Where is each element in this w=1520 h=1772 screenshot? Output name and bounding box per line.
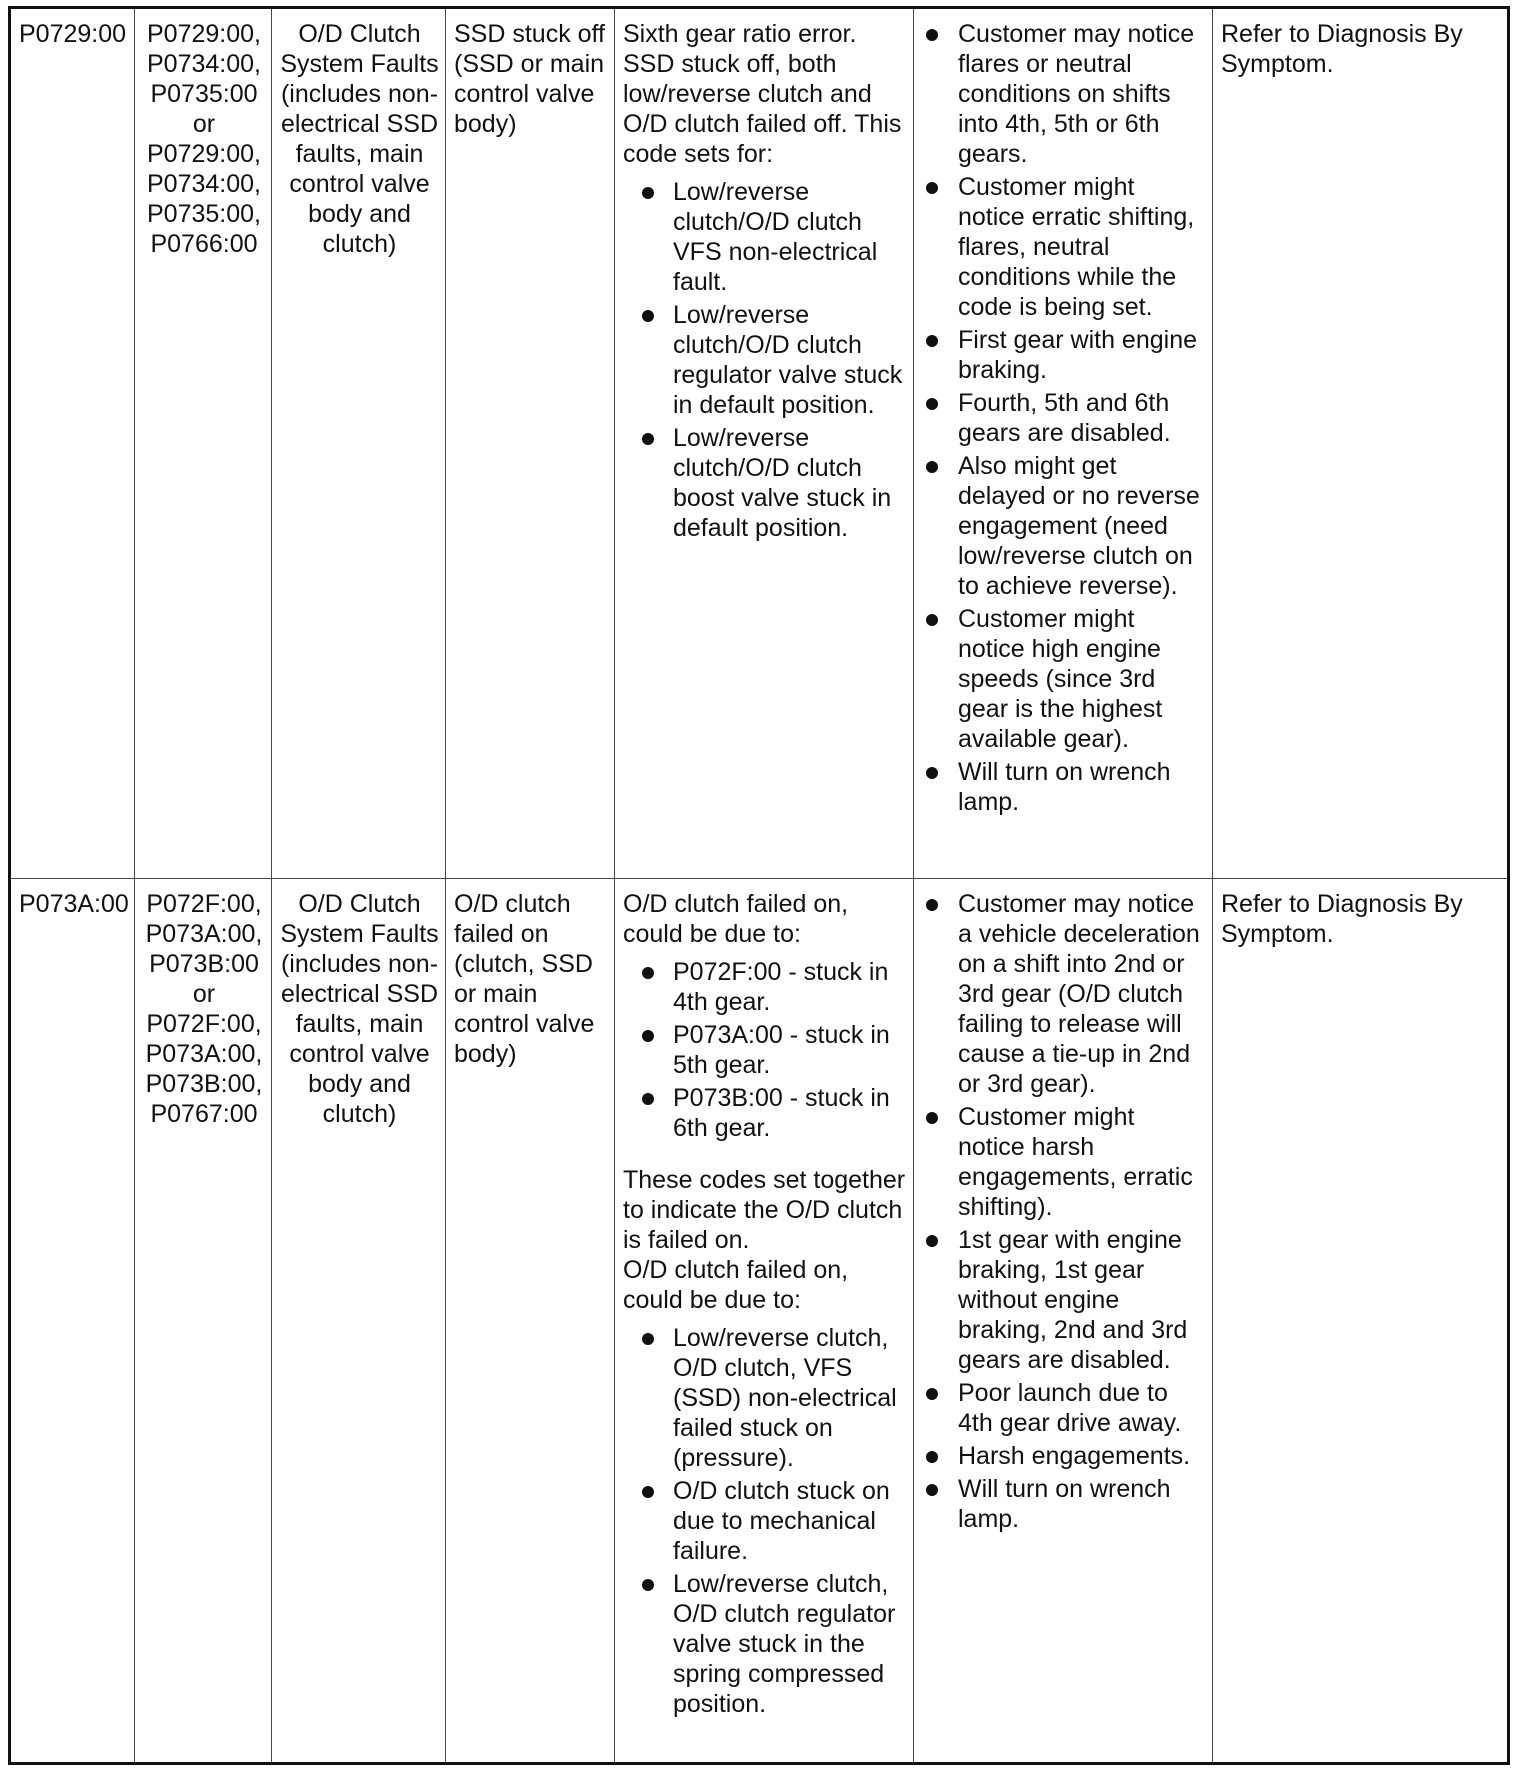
list-item: 1st gear with engine braking, 1st gear without engine braking, 2nd and 3rd gears are disabled. xyxy=(922,1225,1206,1375)
related-code: P072F:00, xyxy=(146,1010,262,1039)
description-list xyxy=(623,177,907,543)
table-row xyxy=(10,8,1509,879)
list-item: Customer might notice harsh engagements, erratic shifting). xyxy=(922,1102,1206,1222)
list-item: Low/reverse clutch, O/D clutch, VFS (SSD) non-electrical failed stuck on (pressure). xyxy=(623,1323,907,1473)
related-code: P0766:00 xyxy=(150,230,258,258)
system-text: O/D Clutch System Faults (includes non-electrical SSD faults, main control valve body and clutch) xyxy=(280,20,439,258)
action-cell xyxy=(1213,8,1509,879)
list-item: P073A:00 - stuck in 5th gear. xyxy=(623,1020,907,1080)
list-item: First gear with engine braking. xyxy=(922,325,1206,385)
description-list xyxy=(623,957,907,1143)
list-item: P072F:00 - stuck in 4th gear. xyxy=(623,957,907,1017)
symptoms-list xyxy=(922,889,1206,1534)
related-code: P073A:00, xyxy=(145,920,263,949)
list-item: Customer might notice erratic shifting, flares, neutral conditions while the code is being set. xyxy=(922,172,1206,322)
related-code: P073B:00 xyxy=(149,950,259,979)
related-code: P0734:00, xyxy=(147,50,261,78)
dtc-code: P0729:00 xyxy=(19,20,127,48)
list-item: Harsh engagements. xyxy=(922,1441,1206,1471)
list-item: Will turn on wrench lamp. xyxy=(922,1474,1206,1534)
related-code: P0735:00 xyxy=(150,80,258,108)
list-item: Also might get delayed or no reverse engagement (need low/reverse clutch on to achieve reverse). xyxy=(922,451,1206,601)
fault-cell xyxy=(446,879,615,1764)
list-item: Will turn on wrench lamp. xyxy=(922,757,1206,817)
list-item: P073B:00 - stuck in 6th gear. xyxy=(623,1083,907,1143)
description-intro: O/D clutch failed on, could be due to: xyxy=(623,890,849,949)
list-item: Poor launch due to 4th gear drive away. xyxy=(922,1378,1206,1438)
fault-text: SSD stuck off (SSD or main control valve body) xyxy=(454,20,605,138)
table-row xyxy=(10,879,1509,1764)
description-list xyxy=(623,1323,907,1719)
dtc-code: P073A:00 xyxy=(19,890,129,919)
related-code: P073A:00, xyxy=(145,1040,263,1069)
list-item: Low/reverse clutch/O/D clutch boost valve stuck in default position. xyxy=(623,423,907,543)
related-codes-cell xyxy=(135,8,272,879)
related-code: or xyxy=(192,110,216,138)
description-note: O/D clutch failed on, could be due to: xyxy=(623,1256,849,1315)
symptoms-cell xyxy=(914,879,1213,1764)
fault-cell xyxy=(446,8,615,879)
related-code: P0729:00, xyxy=(147,20,261,48)
list-item: Customer may notice flares or neutral conditions on shifts into 4th, 5th or 6th gears. xyxy=(922,19,1206,169)
description-cell xyxy=(615,8,914,879)
dtc-code-cell xyxy=(10,879,135,1764)
related-code: P0735:00, xyxy=(147,200,261,228)
related-code: P073B:00, xyxy=(145,1070,263,1099)
related-codes-cell xyxy=(135,879,272,1764)
list-item: Fourth, 5th and 6th gears are disabled. xyxy=(922,388,1206,448)
system-cell xyxy=(272,879,446,1764)
system-text: O/D Clutch System Faults (includes non-electrical SSD faults, main control valve body and clutch) xyxy=(280,890,439,1129)
fault-text: O/D clutch failed on (clutch, SSD or main control valve body) xyxy=(454,890,595,1069)
list-item: Customer might notice high engine speeds (since 3rd gear is the highest available gear). xyxy=(922,604,1206,754)
list-item: Customer may notice a vehicle deceleration on a shift into 2nd or 3rd gear (O/D clutch failing to release will cause a tie-up in 2nd or 3rd gear). xyxy=(922,889,1206,1099)
action-text: Refer to Diagnosis By Symptom. xyxy=(1221,890,1463,949)
action-cell xyxy=(1213,879,1509,1764)
list-item: O/D clutch stuck on due to mechanical failure. xyxy=(623,1476,907,1566)
list-item: Low/reverse clutch, O/D clutch regulator valve stuck in the spring compressed position. xyxy=(623,1569,907,1719)
list-item: Low/reverse clutch/O/D clutch VFS non-electrical fault. xyxy=(623,177,907,297)
system-cell xyxy=(272,8,446,879)
related-code: or xyxy=(192,980,216,1009)
description-intro: Sixth gear ratio error. SSD stuck off, both low/reverse clutch and O/D clutch failed off. This code sets for: xyxy=(623,20,902,168)
related-code: P0729:00, xyxy=(147,140,261,168)
dtc-table xyxy=(8,6,1510,1765)
description-cell xyxy=(615,879,914,1764)
symptoms-cell xyxy=(914,8,1213,879)
symptoms-list xyxy=(922,19,1206,817)
related-code: P0767:00 xyxy=(150,1100,258,1129)
description-note: These codes set together to indicate the O/D clutch is failed on. xyxy=(623,1166,906,1255)
action-text: Refer to Diagnosis By Symptom. xyxy=(1221,20,1463,78)
dtc-code-cell xyxy=(10,8,135,879)
related-code: P072F:00, xyxy=(146,890,262,919)
related-code: P0734:00, xyxy=(147,170,261,198)
list-item: Low/reverse clutch/O/D clutch regulator valve stuck in default position. xyxy=(623,300,907,420)
